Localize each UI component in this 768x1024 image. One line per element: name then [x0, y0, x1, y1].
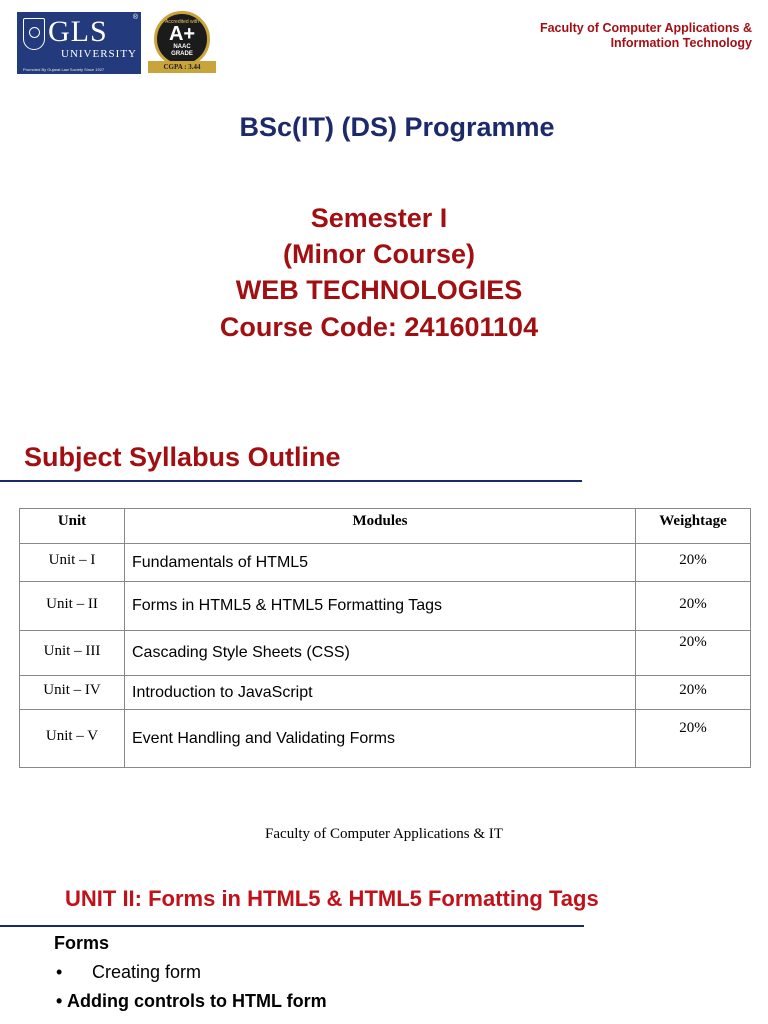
faculty-header: [452, 21, 752, 51]
table-row: [20, 676, 751, 710]
naac-badge-logo: [146, 11, 218, 75]
header-unit: Unit: [20, 509, 125, 544]
course-name: WEB TECHNOLOGIES: [235, 275, 523, 305]
gls-university-logo: [17, 12, 141, 74]
programme-title: BSc(IT) (DS) Programme: [239, 112, 555, 142]
unit-cell: Unit – I: [20, 544, 125, 582]
unit2-underline: [0, 925, 584, 927]
table-row: [20, 710, 751, 768]
course-type: (Minor Course): [283, 239, 475, 269]
bullet-icon: •: [56, 991, 63, 1011]
course-code: Course Code: 241601104: [219, 312, 539, 342]
naac-seal: [154, 11, 210, 67]
naac-cgpa-ribbon: CGPA : 3.44: [148, 61, 216, 73]
module-cell: Cascading Style Sheets (CSS): [125, 631, 636, 676]
unit-cell: Unit – III: [20, 631, 125, 676]
naac-grade-label: GRADE: [171, 51, 193, 57]
forms-heading: Forms: [54, 933, 110, 953]
faculty-header-line1: Faculty of Computer Applications &: [539, 21, 752, 35]
semester-label: Semester I: [310, 203, 448, 233]
unit-cell: Unit – V: [20, 710, 125, 768]
list-item: Adding controls to HTML form: [67, 991, 327, 1011]
weight-cell: 20%: [636, 676, 751, 710]
unit-cell: Unit – IV: [20, 676, 125, 710]
syllabus-underline: [0, 480, 582, 482]
table-row: [20, 631, 751, 676]
registered-mark: ®: [132, 14, 138, 21]
weight-cell: 20%: [636, 631, 751, 676]
footer-faculty: Faculty of Computer Applications & IT: [265, 826, 503, 842]
module-cell: Fundamentals of HTML5: [125, 544, 636, 582]
unit-cell: Unit – II: [20, 582, 125, 631]
module-cell: Introduction to JavaScript: [125, 676, 636, 710]
logo-university-text: UNIVERSITY: [61, 48, 137, 60]
unit2-title: UNIT II: Forms in HTML5 & HTML5 Formatting Tags: [65, 886, 599, 911]
module-cell: Forms in HTML5 & HTML5 Formatting Tags: [125, 582, 636, 631]
logo-gls-text: GLS: [48, 15, 108, 48]
syllabus-title: Subject Syllabus Outline: [24, 442, 341, 472]
list-item: Creating form: [92, 962, 202, 982]
naac-name: NAAC: [173, 44, 191, 50]
table-header-row: [20, 509, 751, 544]
naac-grade: A+: [168, 23, 196, 45]
weight-cell: 20%: [636, 544, 751, 582]
syllabus-table: [19, 508, 751, 768]
faculty-header-line2: Information Technology: [610, 36, 752, 50]
table-row: [20, 582, 751, 631]
weight-cell: 20%: [636, 710, 751, 768]
naac-accredited-text: Accredited with: [165, 19, 199, 25]
module-cell: Event Handling and Validating Forms: [125, 710, 636, 768]
logo-promo-text: Promoted By Gujarat Law Society Since 1927: [23, 67, 105, 72]
bullet-icon: •: [56, 962, 63, 982]
shield-icon: [23, 18, 45, 50]
header-modules: Modules: [125, 509, 636, 544]
table-row: [20, 544, 751, 582]
weight-cell: 20%: [636, 582, 751, 631]
header-weightage: Weightage: [636, 509, 751, 544]
